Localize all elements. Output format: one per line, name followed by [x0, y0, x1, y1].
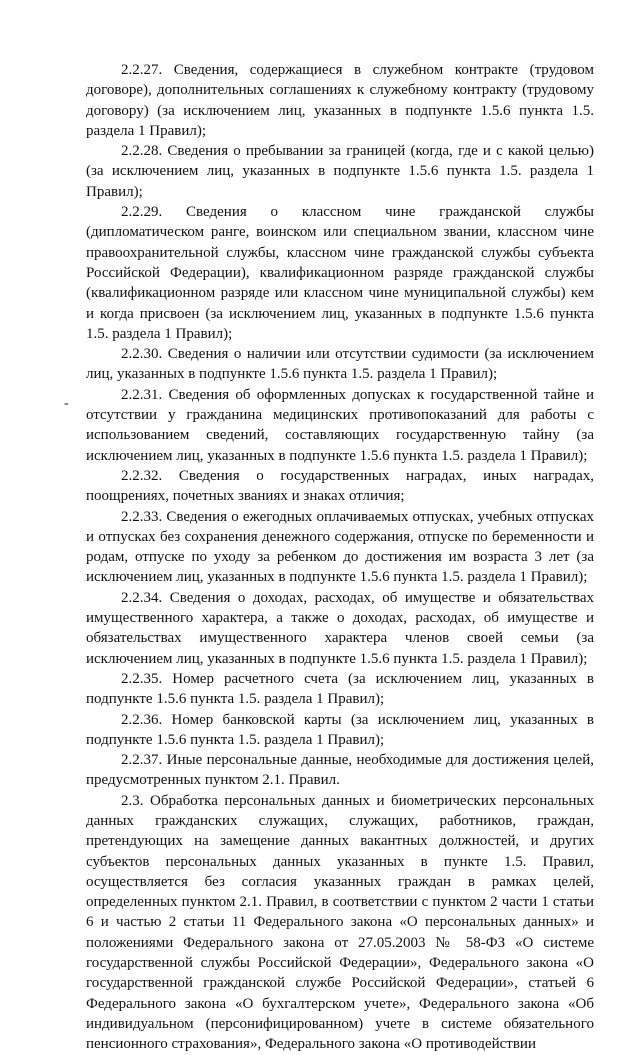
clause-2-2-34: 2.2.34. Сведения о доходах, расходах, об имуществе и обязательствах имущественного характера, а также о доходах, расходах, об имуществе и обязательствах имущественного характера членов своей семьи (за исключением лиц, указанных в подпункте 1.5.6 пункта 1.5. раздела 1 Правил);: [86, 589, 594, 667]
clause-2-2-35: 2.2.35. Номер расчетного счета (за исключением лиц, указанных в подпункте 1.5.6 пункта 1.5. раздела 1 Правил);: [86, 670, 594, 708]
document-body: [86, 60, 594, 1055]
clause-2-2-31: 2.2.31. Сведения об оформленных допусках к государственной тайне и отсутствии у гражданина медицинских противопоказаний для работы с использованием сведений, составляющих государственную тайну (за исключением лиц, указанных в подпункте 1.5.6 пункта 1.5. раздела 1 Правил);: [86, 386, 594, 464]
clause-2-2-37: 2.2.37. Иные персональные данные, необходимые для достижения целей, предусмотренных пунктом 2.1. Правил.: [86, 752, 594, 789]
clause-2-2-30: 2.2.30. Сведения о наличии или отсутствии судимости (за исключением лиц, указанных в подпункте 1.5.6 пункта 1.5. раздела 1 Правил);: [86, 346, 594, 383]
margin-dash-mark: -: [64, 396, 69, 411]
clause-2-2-32: 2.2.32. Сведения о государственных наградах, иных наградах, поощрениях, почетных званиях и знаках отличия;: [86, 467, 594, 505]
clause-2-2-33: 2.2.33. Сведения о ежегодных оплачиваемых отпусках, учебных отпусках и отпусках без сохранения денежного содержания, отпуске по беременности и родам, отпуске по уходу за ребенком до достижения им возраста 3 лет (за исключением лиц, указанных в подпункте 1.5.6 пункта 1.5. раздела 1 Правил);: [86, 508, 594, 586]
clause-2-2-28: 2.2.28. Сведения о пребывании за границей (когда, где и с какой целью) (за исключением лиц, указанных в подпункте 1.5.6 пункта 1.5. раздела 1 Правил);: [86, 143, 594, 200]
clause-2-2-36: 2.2.36. Номер банковской карты (за исключением лиц, указанных в подпункте 1.5.6 пункта 1.5. раздела 1 Правил);: [86, 711, 594, 748]
clause-2-3: 2.3. Обработка персональных данных и биометрических персональных данных гражданских служащих, служащих, работников, граждан, претендующих на замещение данных вакантных должностей, и других субъектов персональных данных указанных в пункте 1.5. Правил, осуществляется без согласия указанных граждан в рамках целей, определенных пунктом 2.1. Правил, в соответствии с пунктом 2 части 1 статьи 6 и частью 2 статьи 11 Федерального закона «О персональных данных» и положениями Федерального закона от 27.05.2003 № 58-ФЗ «О системе государственной службы Российской Федерации», Федерального закона «О государственной гражданской службе Российской Федерации», статьей 6 Федерального закона «О бухгалтерском учете», Федерального закона «Об индивидуальном (персонифицированном) учете в системе обязательного пенсионного страхования», Федерального закона «О противодействии: [86, 792, 594, 1053]
clause-2-2-29: 2.2.29. Сведения о классном чине гражданской службы (дипломатическом ранге, воинском или специальном звании, классном чине правоохранительной службы, классном чине гражданской службы субъекта Российской Федерации), квалификационном разряде гражданской службы (квалификационном разряде или классном чине муниципальной службы) кем и когда присвоен (за исключением лиц, указанных в подпункте 1.5.6 пункта 1.5. раздела 1 Правил);: [86, 204, 594, 342]
clause-2-2-27: 2.2.27. Сведения, содержащиеся в служебном контракте (трудовом договоре), дополнительных соглашениях к служебному контракту (трудовому договору) (за исключением лиц, указанных в подпункте 1.5.6 пункта 1.5. раздела 1 Правил);: [86, 62, 594, 139]
